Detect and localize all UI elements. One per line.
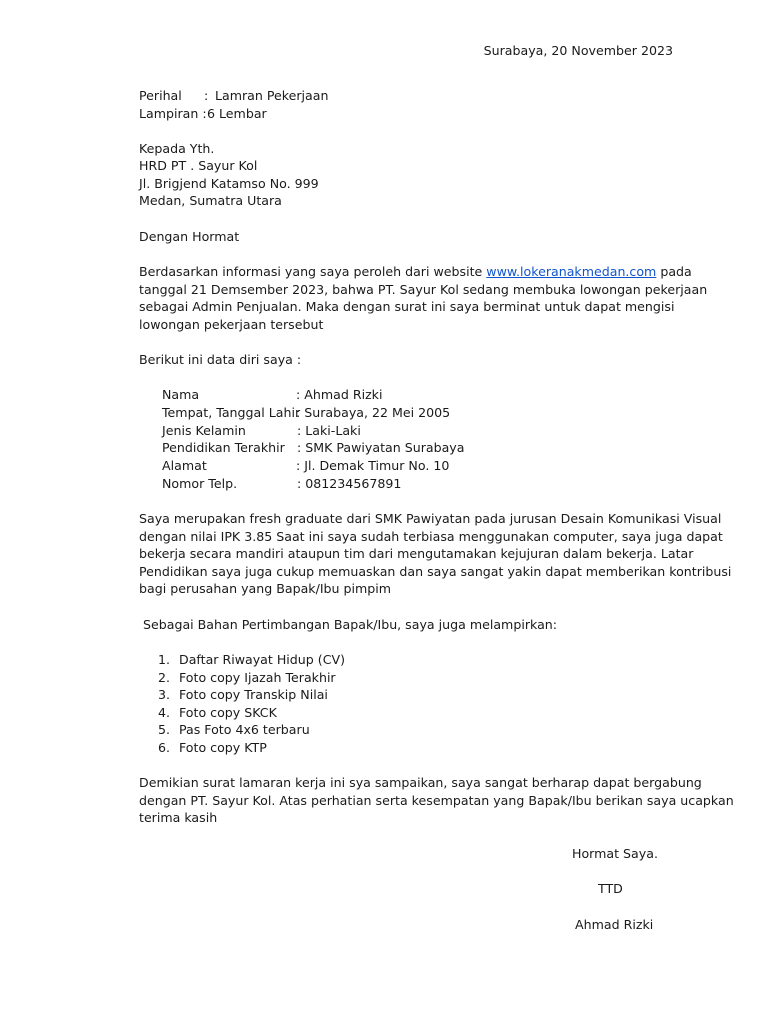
- sign-name: Ahmad Rizki: [575, 917, 654, 932]
- data-row-telp: [162, 475, 402, 493]
- sign-greeting: Hormat Saya.: [572, 846, 658, 861]
- data-label: Nomor Telp.: [162, 476, 238, 491]
- website-link[interactable]: www.lokeranakmedan.com: [486, 264, 657, 279]
- perihal-row: [139, 87, 329, 105]
- attachment-number: 5.: [158, 722, 171, 737]
- attachment-item: [158, 721, 310, 739]
- data-row-nama: [162, 386, 383, 404]
- experience-paragraph: [139, 510, 732, 598]
- data-row-alamat: [162, 457, 450, 475]
- experience-line: dengan nilai IPK 3.85 Saat ini saya sudah terbiasa menggunakan computer, saya juga dapat: [139, 528, 723, 544]
- intro-line: [139, 263, 692, 281]
- lampiran-label: Lampiran :: [139, 106, 207, 121]
- experience-line: Saya merupakan fresh graduate dari SMK Pawiyatan pada jurusan Desain Komunikasi Visual: [139, 511, 722, 526]
- data-label: Pendidikan Terakhir: [162, 440, 285, 455]
- perihal-label: Perihal: [139, 88, 182, 103]
- intro-text: pada: [656, 264, 692, 279]
- attachments-intro: Sebagai Bahan Pertimbangan Bapak/Ibu, saya juga melampirkan:: [139, 617, 558, 632]
- perihal-value: Lamran Pekerjaan: [215, 88, 329, 103]
- data-row-ttl: [162, 404, 451, 422]
- data-value: : Laki-Laki: [297, 423, 361, 438]
- data-row-pendidikan: [162, 439, 465, 457]
- attachment-number: 1.: [158, 652, 171, 667]
- recipient-line: Kepada Yth.: [139, 141, 215, 156]
- closing-line: Demikian surat lamaran kerja ini sya sampaikan, saya sangat berharap dapat bergabung: [139, 775, 702, 790]
- recipient-line: HRD PT . Sayur Kol: [139, 158, 258, 173]
- closing-paragraph: [139, 774, 734, 827]
- data-value: : 081234567891: [297, 476, 402, 491]
- data-value: : SMK Pawiyatan Surabaya: [297, 440, 465, 455]
- data-value: : Jl. Demak Timur No. 10: [296, 458, 450, 473]
- sign-ttd: TTD: [598, 881, 623, 896]
- attachment-item: [158, 686, 328, 704]
- attachment-text: Foto copy Transkip Nilai: [179, 687, 328, 702]
- intro-line: sebagai Admin Penjualan. Maka dengan surat ini saya berminat untuk dapat mengisi: [139, 299, 675, 315]
- experience-line: bekerja secara mandiri ataupun tim dari mengutamakan kejujuran dalam bekerja. Latar: [139, 546, 694, 562]
- data-intro: Berikut ini data diri saya :: [139, 352, 302, 367]
- intro-line: lowongan pekerjaan tersebut: [139, 316, 324, 332]
- attachment-number: 6.: [158, 740, 171, 755]
- attachment-text: Foto copy KTP: [179, 740, 267, 755]
- recipient-line: Jl. Brigjend Katamso No. 999: [139, 176, 319, 191]
- attachment-item: [158, 669, 336, 687]
- perihal-separator: :: [204, 88, 209, 103]
- experience-line: bagi perusahan yang Bapak/Ibu pimpim: [139, 581, 392, 597]
- attachment-text: Pas Foto 4x6 terbaru: [179, 722, 310, 737]
- data-row-jenis-kelamin: [162, 422, 361, 440]
- closing-line: dengan PT. Sayur Kol. Atas perhatian serta kesempatan yang Bapak/Ibu berikan saya ucapkan: [139, 792, 734, 808]
- salutation: Dengan Hormat: [139, 229, 240, 244]
- data-value: : Surabaya, 22 Mei 2005: [296, 405, 451, 420]
- data-value: : Ahmad Rizki: [296, 387, 383, 402]
- attachment-number: 2.: [158, 670, 171, 685]
- data-label: Alamat: [162, 458, 207, 473]
- intro-line: tanggal 21 Demsember 2023, bahwa PT. Sayur Kol sedang membuka lowongan pekerjaan: [139, 281, 708, 297]
- attachment-number: 3.: [158, 687, 171, 702]
- attachment-text: Foto copy Ijazah Terakhir: [179, 670, 336, 685]
- experience-line: Pendidikan saya juga cukup memuaskan dan saya sangat yakin dapat memberikan kontribusi: [139, 563, 732, 579]
- closing-line: terima kasih: [139, 810, 218, 826]
- letter-date: Surabaya, 20 November 2023: [483, 43, 673, 58]
- attachment-item: [158, 651, 345, 669]
- data-label: Jenis Kelamin: [162, 423, 246, 438]
- data-label: Tempat, Tanggal Lahir: [162, 405, 301, 420]
- attachment-item: [158, 739, 267, 757]
- attachment-number: 4.: [158, 705, 171, 720]
- attachment-text: Daftar Riwayat Hidup (CV): [179, 652, 346, 667]
- lampiran-value: 6 Lembar: [207, 106, 267, 121]
- data-label: Nama: [162, 387, 200, 402]
- intro-text: Berdasarkan informasi yang saya peroleh dari website: [139, 264, 487, 279]
- attachment-text: Foto copy SKCK: [179, 705, 277, 720]
- lampiran-row: [139, 105, 267, 123]
- intro-paragraph: [139, 263, 708, 333]
- attachment-item: [158, 704, 277, 722]
- recipient-line: Medan, Sumatra Utara: [139, 193, 282, 208]
